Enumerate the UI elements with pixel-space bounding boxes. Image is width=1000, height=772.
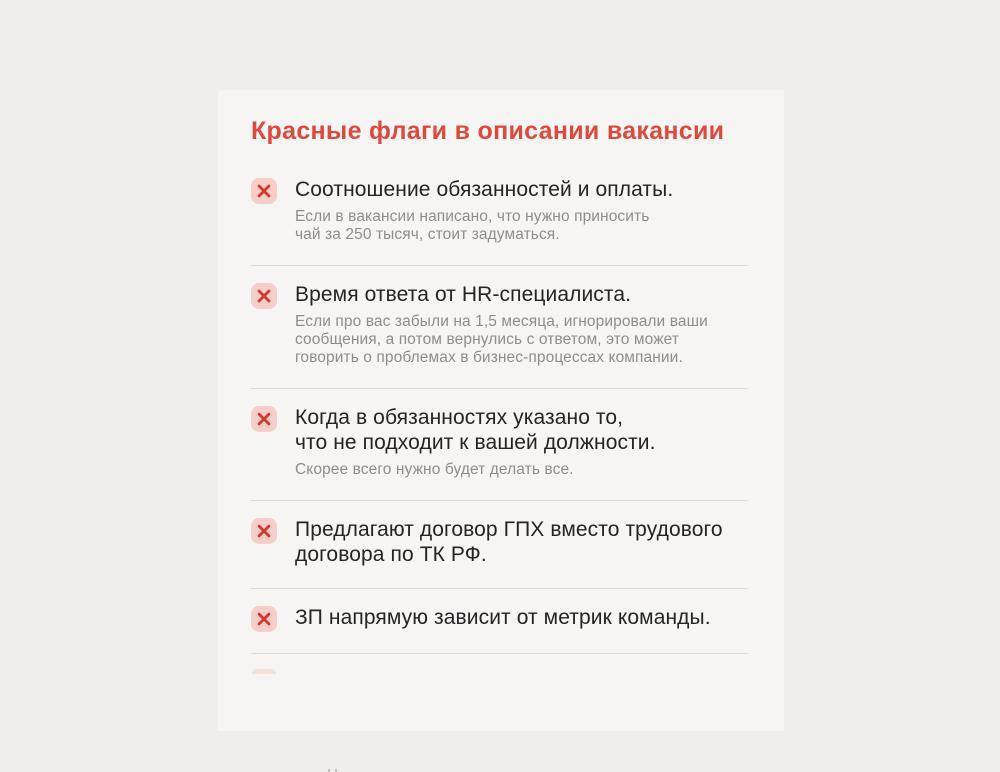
list-item — [251, 177, 748, 266]
item-heading: Соотношение обязанностей и оплаты. — [295, 178, 674, 201]
item-subtext: Если в вакансии написано, что нужно приносить чай за 250 тысяч, стоит задуматься. — [295, 208, 650, 243]
list-item — [251, 266, 748, 389]
faded-next-item-icon-stub — [252, 669, 276, 674]
list-item-body — [295, 405, 656, 479]
item-heading: Когда в обязанностях указано то, что не подходит к вашей должности. — [295, 406, 656, 454]
red-x-mark-icon — [251, 606, 277, 632]
red-flags-list — [251, 177, 748, 654]
list-item — [251, 389, 748, 501]
list-item-body — [295, 517, 723, 567]
item-heading: Время ответа от HR-специалиста. — [295, 283, 632, 306]
item-subtext: Если про вас забыли на 1,5 месяца, игнорировали ваши сообщения, а потом вернулись с ответом, это может говорить о проблемах в бизнес-процессах компании. — [295, 313, 708, 366]
item-heading: ЗП напрямую зависит от метрик команды. — [295, 606, 711, 629]
list-item — [251, 501, 748, 589]
red-x-mark-icon — [251, 283, 277, 309]
list-item-body — [295, 177, 673, 244]
red-flags-card — [218, 90, 784, 731]
item-heading: Предлагают договор ГПХ вместо трудового договора по ТК РФ. — [295, 518, 723, 566]
list-item-body — [295, 282, 708, 367]
list-item-body — [295, 605, 711, 630]
red-x-mark-icon — [251, 178, 277, 204]
red-x-mark-icon — [251, 406, 277, 432]
list-item — [251, 589, 748, 654]
red-x-mark-icon — [251, 518, 277, 544]
page-title: Красные флаги в описании вакансии — [251, 117, 725, 145]
item-subtext: Скорее всего нужно будет делать все. — [295, 461, 574, 478]
